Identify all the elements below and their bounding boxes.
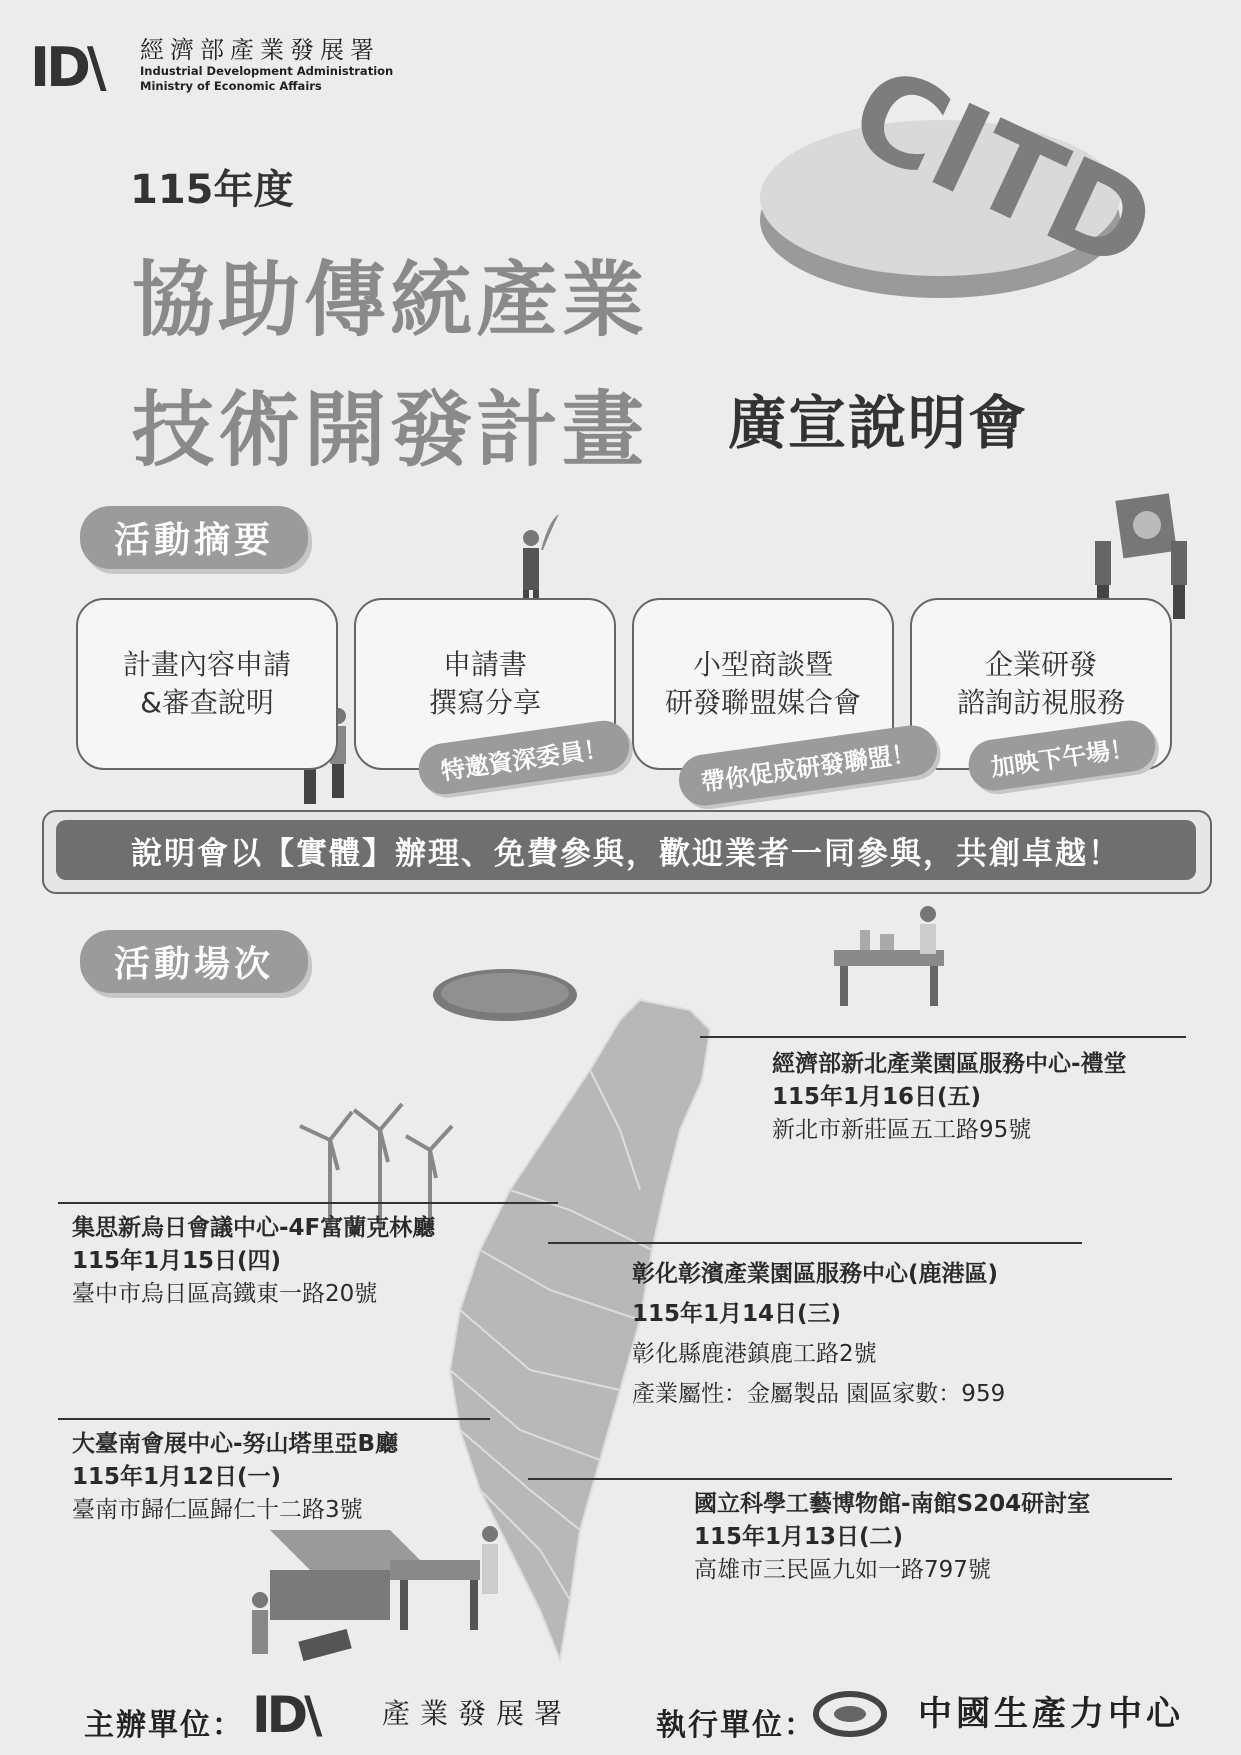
organizer-logo: ID\ bbox=[252, 1686, 319, 1744]
summary-card-application bbox=[76, 598, 338, 770]
section-heading-summary: 活動摘要 bbox=[80, 506, 308, 569]
card-line: 研發聯盟媒合會 bbox=[664, 686, 861, 719]
venue-address: 高雄市三民區九如一路797號 bbox=[694, 1557, 991, 1583]
card-line: 申請書 bbox=[442, 648, 527, 681]
venue-kaohsiung bbox=[694, 1488, 1090, 1587]
title-line1: 協助傳統產業 bbox=[132, 253, 649, 348]
venue-divider bbox=[528, 1478, 1172, 1480]
venue-address: 臺中市烏日區高鐵東一路20號 bbox=[72, 1281, 378, 1307]
tag-afternoon-session: 加映下午場！ bbox=[965, 717, 1158, 794]
citd-logo-text: CITD bbox=[830, 40, 1174, 300]
section-heading-sessions: 活動場次 bbox=[80, 930, 308, 993]
card-line: 計畫內容申請 bbox=[122, 648, 291, 681]
card-line: 撰寫分享 bbox=[428, 686, 541, 719]
venue-tainan bbox=[72, 1428, 398, 1527]
venue-name: 集思新烏日會議中心-4F富蘭克林廳 bbox=[72, 1215, 436, 1241]
organizer-label: 主辦單位： bbox=[84, 1708, 244, 1743]
venue-divider bbox=[700, 1036, 1186, 1038]
disc-illustration bbox=[430, 965, 580, 1025]
org-logo: ID\ bbox=[30, 36, 103, 99]
venue-date: 115年1月16日(五) bbox=[772, 1084, 982, 1110]
card-line: 諮詢訪視服務 bbox=[956, 686, 1125, 719]
venue-date: 115年1月14日(三) bbox=[632, 1301, 842, 1327]
venue-divider bbox=[548, 1242, 1082, 1244]
venue-industry-info: 產業屬性：金屬製品 園區家數：959 bbox=[632, 1381, 1006, 1407]
venue-date: 115年1月13日(二) bbox=[694, 1524, 904, 1550]
venue-date: 115年1月12日(一) bbox=[72, 1464, 282, 1490]
venue-name: 國立科學工藝博物館-南館S204研討室 bbox=[694, 1491, 1091, 1517]
venue-changhua bbox=[632, 1254, 1005, 1414]
event-year: 115年度 bbox=[130, 167, 294, 213]
card-line: &審查說明 bbox=[140, 686, 274, 719]
card-line: 小型商談暨 bbox=[692, 648, 833, 681]
venue-date: 115年1月15日(四) bbox=[72, 1248, 282, 1274]
executor-label: 執行單位： bbox=[656, 1708, 816, 1743]
notice-banner: 說明會以【實體】辦理、免費參與，歡迎業者一同參與，共創卓越！ bbox=[56, 820, 1196, 880]
venue-address: 臺南市歸仁區歸仁十二路3號 bbox=[72, 1497, 363, 1523]
venue-name: 彰化彰濱產業園區服務中心(鹿港區) bbox=[632, 1261, 999, 1287]
card-line: 企業研發 bbox=[984, 648, 1097, 681]
lab-illustration bbox=[830, 900, 960, 1010]
venue-address: 彰化縣鹿港鎮鹿工路2號 bbox=[632, 1341, 877, 1367]
venue-divider bbox=[58, 1418, 490, 1420]
tag-rd-alliance: 帶你促成研發聯盟！ bbox=[676, 722, 941, 809]
venue-name: 大臺南會展中心-努山塔里亞B廳 bbox=[72, 1431, 399, 1457]
title-line3: 廣宣說明會 bbox=[728, 389, 1029, 457]
venue-divider bbox=[58, 1202, 558, 1204]
title-line2: 技術開發計畫 bbox=[132, 383, 649, 478]
venue-name: 經濟部新北產業園區服務中心-禮堂 bbox=[772, 1051, 1127, 1077]
venue-taichung bbox=[72, 1212, 435, 1311]
cpc-logo bbox=[812, 1688, 888, 1740]
venue-new-taipei bbox=[772, 1048, 1127, 1147]
executor-name: 中國生產力中心 bbox=[918, 1694, 1184, 1734]
tag-senior-reviewers: 特邀資深委員！ bbox=[415, 717, 632, 797]
org-name-en-line2: Ministry of Economic Affairs bbox=[140, 79, 322, 93]
org-name-zh: 經濟部產業發展署 bbox=[140, 36, 380, 64]
citd-logo bbox=[750, 40, 1174, 305]
organizer-name: 產業發展署 bbox=[382, 1697, 573, 1730]
venue-address: 新北市新莊區五工路95號 bbox=[772, 1117, 1032, 1143]
org-name-en-line1: Industrial Development Administration bbox=[140, 64, 394, 78]
